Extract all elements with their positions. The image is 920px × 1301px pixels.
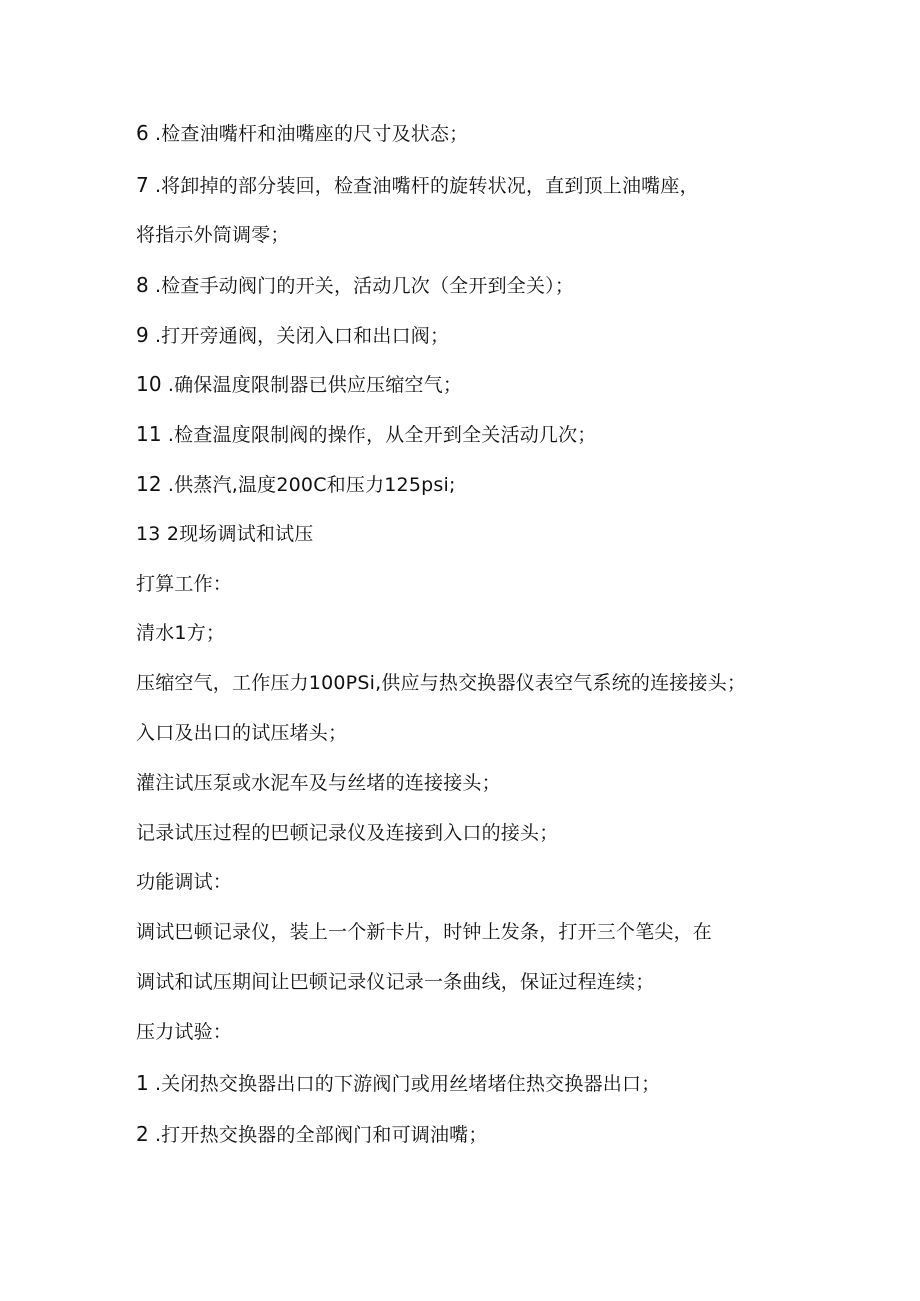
text-line-11 xyxy=(136,620,225,646)
line-number: 6 xyxy=(136,121,149,145)
line-text: 将指示外筒调零； xyxy=(136,224,290,246)
text-line-20 xyxy=(136,1070,660,1097)
text-line-15 xyxy=(136,820,558,846)
text-line-3 xyxy=(136,222,290,248)
text-line-16 xyxy=(136,869,232,895)
line-number: 1 xyxy=(136,1071,149,1095)
text-line-14 xyxy=(136,770,501,796)
text-line-8 xyxy=(136,471,456,498)
line-text: 压缩空气，工作压力100PSi,供应与热交换器仪表空气系统的连接接头； xyxy=(136,672,747,694)
text-line-19 xyxy=(136,1019,232,1045)
text-line-21 xyxy=(136,1121,488,1148)
line-text: .确保温度限制器已供应压缩空气； xyxy=(167,374,463,396)
line-text: .打开热交换器的全部阀门和可调油嘴； xyxy=(154,1124,488,1146)
line-text: .关闭热交换器出口的下游阀门或用丝堵堵住热交换器出口； xyxy=(154,1073,661,1095)
text-line-5 xyxy=(136,322,449,349)
line-text: .将卸掉的部分装回，检查油嘴杆的旋转状况，直到顶上油嘴座， xyxy=(154,175,699,197)
line-text: .打开旁通阀，关闭入口和出口阀； xyxy=(154,325,450,347)
text-line-10 xyxy=(136,571,232,597)
text-line-1 xyxy=(136,120,468,147)
line-text: 灌注试压泵或水泥车及与丝堵的连接接头； xyxy=(136,772,501,794)
line-text: 清水1方； xyxy=(136,622,226,644)
line-text: 压力试验： xyxy=(136,1021,233,1043)
text-line-13 xyxy=(136,720,347,746)
line-number: 10 xyxy=(136,372,162,396)
line-number: 7 xyxy=(136,173,149,197)
line-text: 记录试压过程的巴顿记录仪及连接到入口的接头； xyxy=(136,822,559,844)
line-text: 调试巴顿记录仪，装上一个新卡片，时钟上发条，打开三个笔尖，在 xyxy=(136,921,713,943)
line-text: .检查油嘴杆和油嘴座的尺寸及状态； xyxy=(154,123,469,145)
text-line-6 xyxy=(136,371,462,398)
text-line-9 xyxy=(136,521,314,547)
text-line-18 xyxy=(136,969,654,995)
line-text: 打算工作： xyxy=(136,573,233,595)
line-text: 调试和试压期间让巴顿记录仪记录一条曲线，保证过程连续； xyxy=(136,971,655,993)
line-text: 入口及出口的试压堵头； xyxy=(136,722,348,744)
line-text: .检查温度限制阀的操作，从全开到全关活动几次； xyxy=(167,424,597,446)
line-number: 9 xyxy=(136,323,149,347)
line-number: 2 xyxy=(136,1122,149,1146)
line-number: 12 xyxy=(136,472,162,496)
line-number: 11 xyxy=(136,422,162,446)
text-line-7 xyxy=(136,421,597,448)
text-line-2 xyxy=(136,172,699,199)
line-text: .检查手动阀门的开关，活动几次（全开到全关）； xyxy=(154,275,575,297)
line-text: 13 2现场调试和试压 xyxy=(136,523,314,545)
line-number: 8 xyxy=(136,273,149,297)
text-line-17 xyxy=(136,919,712,945)
text-line-12 xyxy=(136,670,746,696)
line-text: .供蒸汽,温度200C和压力125psi; xyxy=(167,474,456,496)
text-line-4 xyxy=(136,272,574,299)
line-text: 功能调试： xyxy=(136,871,233,893)
